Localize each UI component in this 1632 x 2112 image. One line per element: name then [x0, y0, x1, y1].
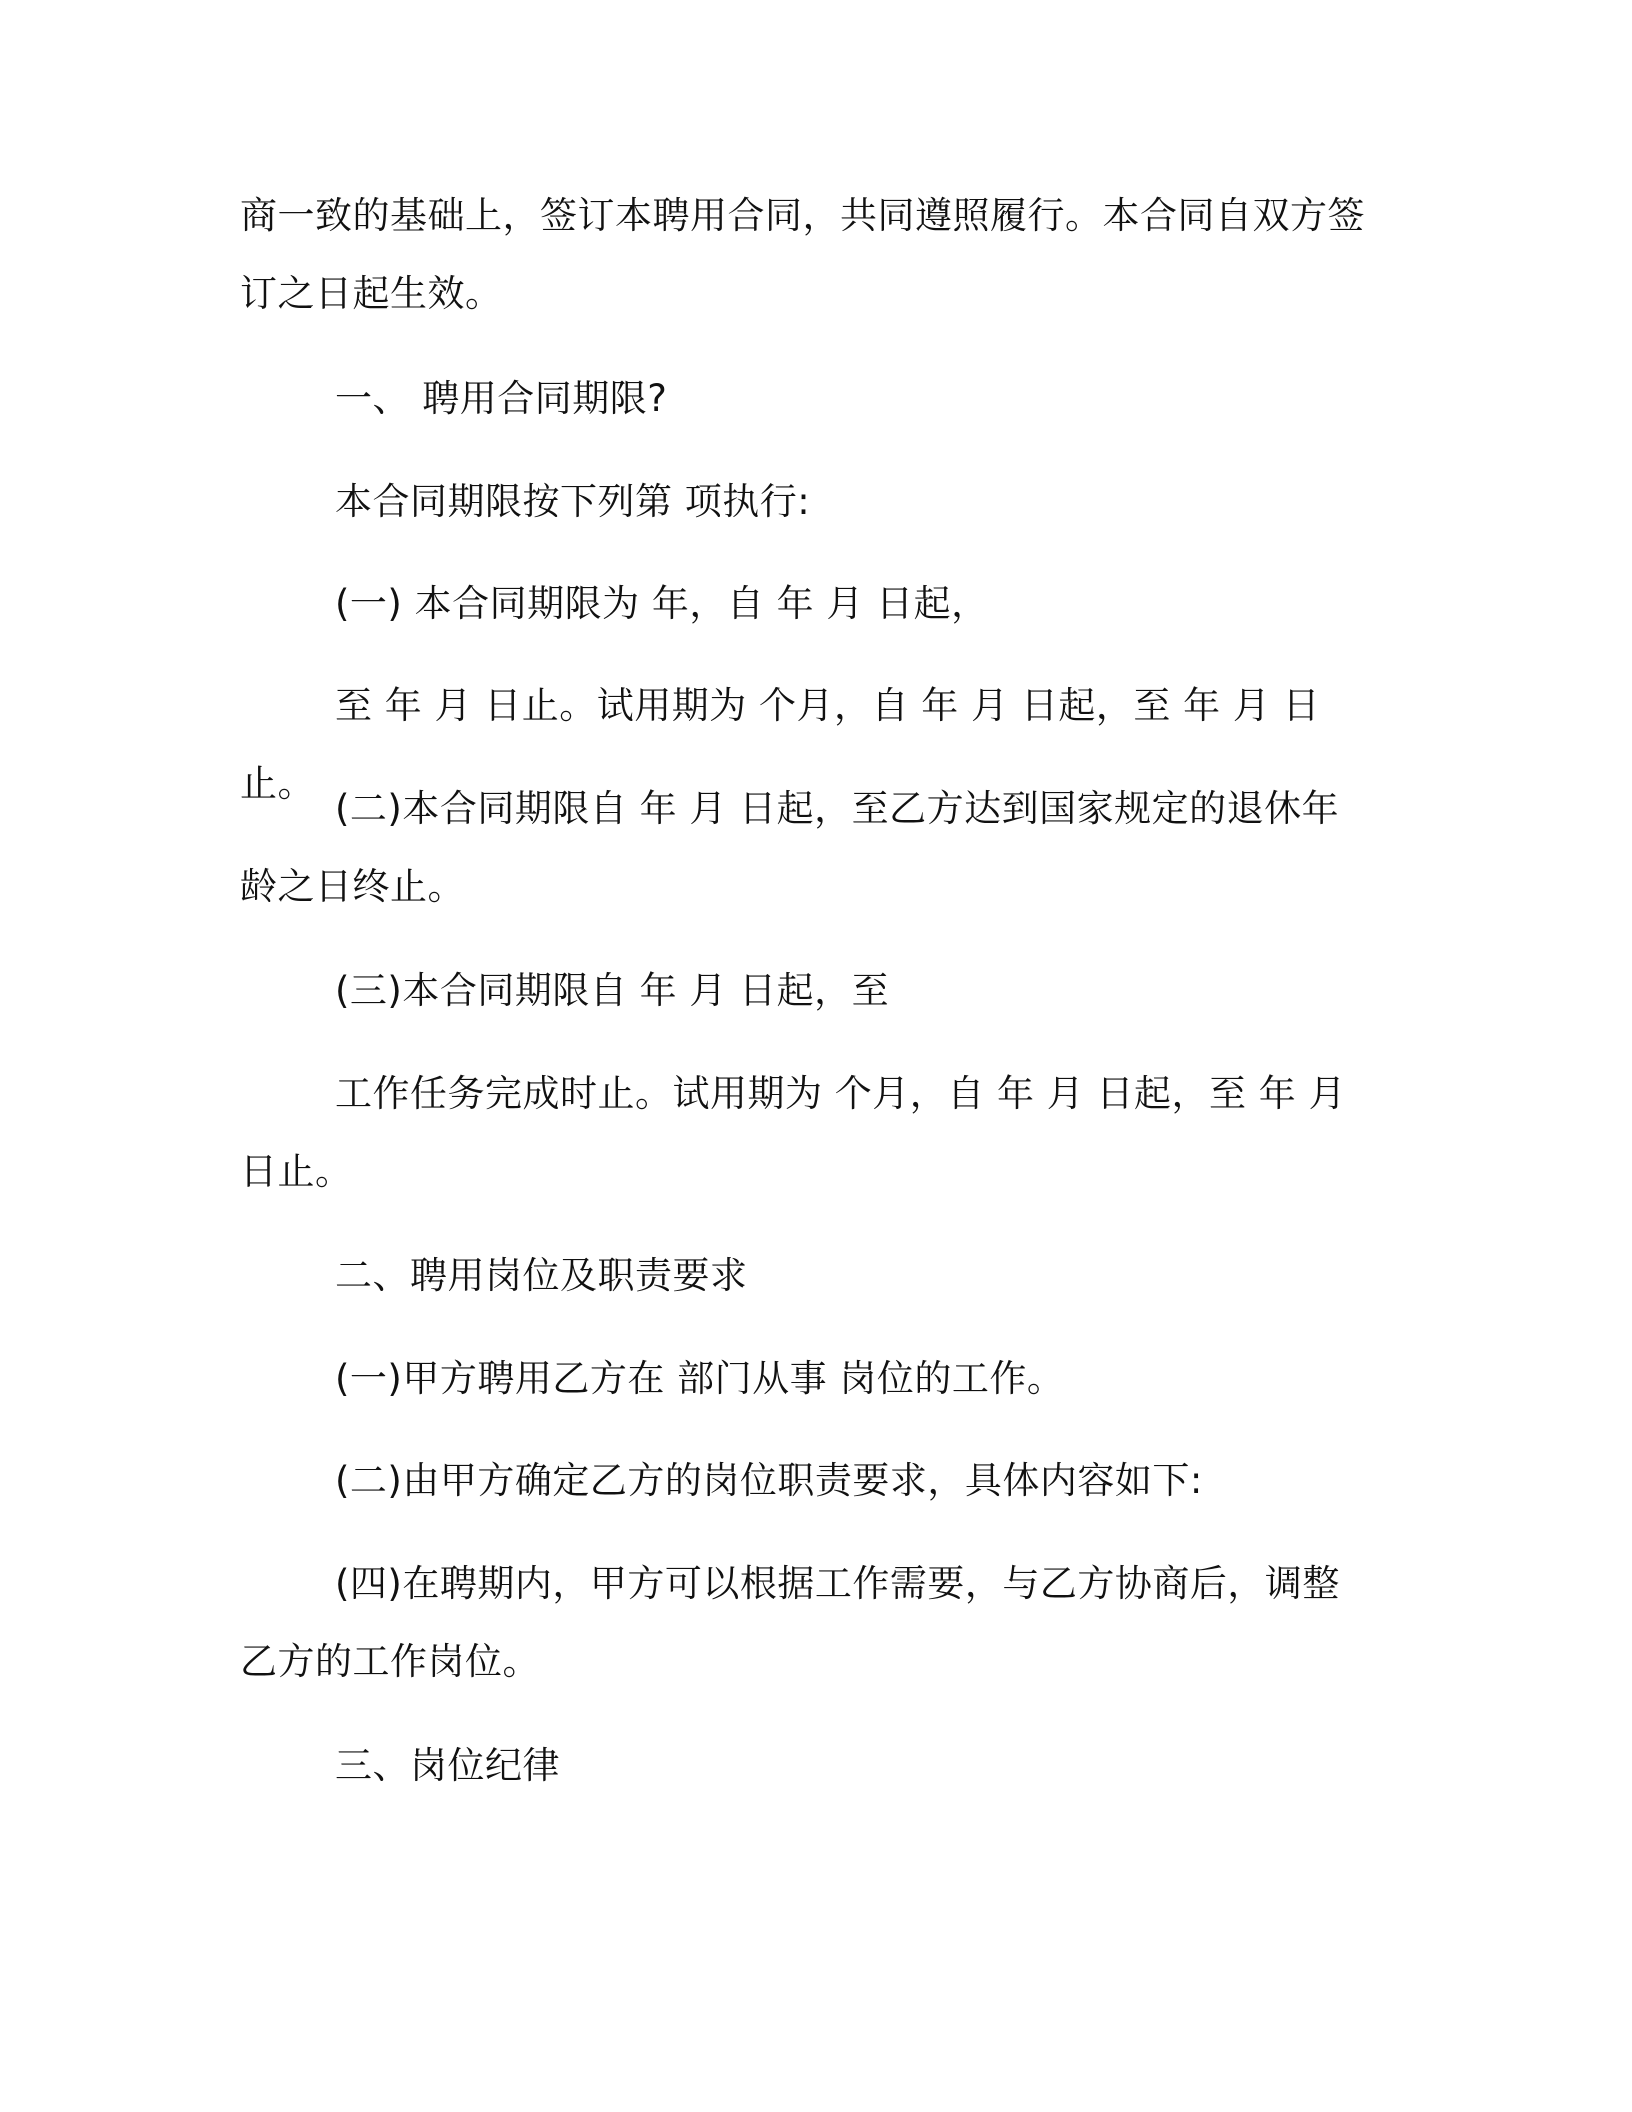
paragraph-position-four: (四)在聘期内，甲方可以根据工作需要，与乙方协商后，调整乙方的工作岗位。 — [240, 1562, 1340, 1683]
paragraph-position-two: (二)由甲方确定乙方的岗位职责要求，具体内容如下: — [335, 1459, 1203, 1502]
paragraph-option-one-probation: 至 年 月 日止。试用期为 个月，自 年 月 日起，至 年 月 日止。 — [240, 684, 1321, 805]
paragraph-option-two: (二)本合同期限自 年 月 日起，至乙方达到国家规定的退休年龄之日终止。 — [240, 787, 1340, 908]
paragraph-intro-continuation: 商一致的基础上，签订本聘用合同，共同遵照履行。本合同自双方签订之日起生效。 — [240, 194, 1365, 315]
section-heading-contract-term: 一、 聘用合同期限? — [335, 377, 668, 420]
paragraph-term-options: 本合同期限按下列第 项执行: — [335, 480, 811, 523]
paragraph-option-three: (三)本合同期限自 年 月 日起，至 — [335, 969, 890, 1012]
paragraph-option-three-probation: 工作任务完成时止。试用期为 个月，自 年 月 日起，至 年 月 日止。 — [240, 1072, 1347, 1193]
section-heading-position-duties: 二、聘用岗位及职责要求 — [335, 1254, 748, 1297]
paragraph-option-one: (一) 本合同期限为 年，自 年 月 日起， — [335, 582, 989, 625]
paragraph-position-one: (一)甲方聘用乙方在 部门从事 岗位的工作。 — [335, 1357, 1065, 1400]
section-heading-job-discipline: 三、岗位纪律 — [335, 1744, 560, 1787]
